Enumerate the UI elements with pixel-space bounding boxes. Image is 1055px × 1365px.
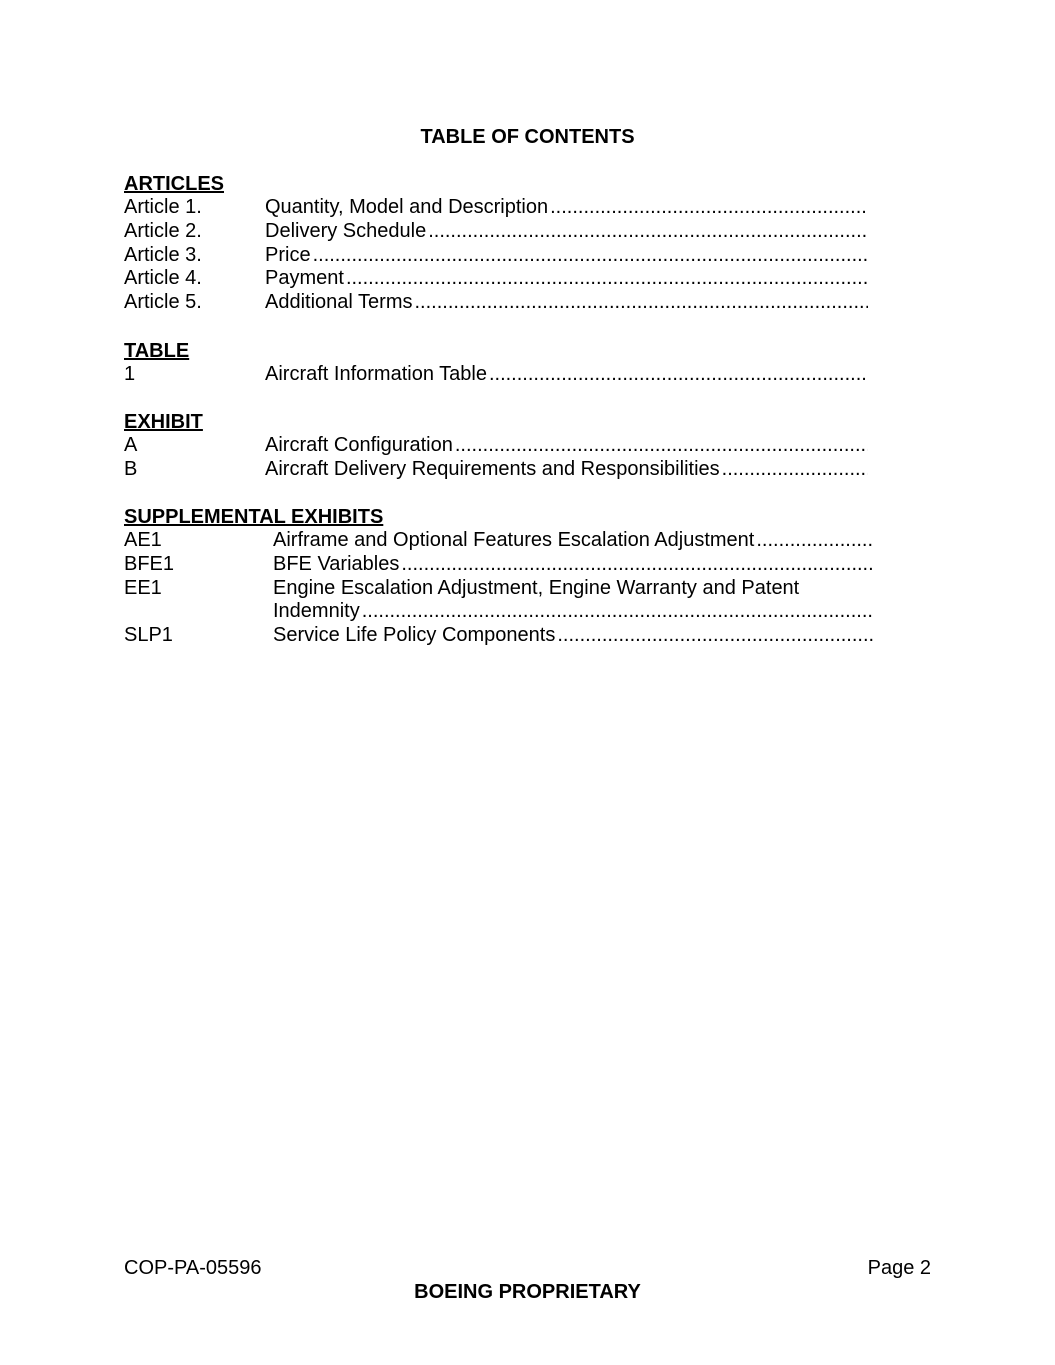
toc-entry-text: Airframe and Optional Features Escalation Adjustment bbox=[273, 529, 755, 551]
toc-label: Article 1. bbox=[124, 196, 202, 218]
articles-section bbox=[124, 172, 549, 315]
exhibit-section bbox=[124, 410, 720, 482]
toc-entry-text: Aircraft Configuration bbox=[265, 434, 453, 456]
toc-entry-text: Delivery Schedule bbox=[265, 219, 427, 242]
leader-dots bbox=[362, 600, 874, 624]
supplemental-heading: SUPPLEMENTAL EXHIBITS bbox=[124, 506, 384, 528]
leader-dots bbox=[455, 434, 868, 458]
toc-entry-link[interactable] bbox=[265, 458, 868, 482]
toc-row bbox=[124, 457, 720, 482]
toc-entry-text: Aircraft Delivery Requirements and Responsibilities bbox=[265, 457, 720, 480]
toc-entry-link[interactable] bbox=[265, 220, 868, 244]
toc-entry-text: Indemnity bbox=[273, 600, 360, 623]
toc-entry-continuation bbox=[273, 600, 874, 624]
toc-label: EE1 bbox=[124, 576, 162, 599]
toc-label: Article 3. bbox=[124, 243, 202, 266]
toc-entry-text: Quantity, Model and Description bbox=[265, 196, 549, 218]
toc-entry-link[interactable] bbox=[273, 553, 874, 577]
leader-dots bbox=[550, 196, 868, 220]
document-id: COP-PA-05596 bbox=[124, 1257, 262, 1279]
toc-entry-text: Additional Terms bbox=[265, 291, 413, 314]
toc-label: SLP1 bbox=[124, 624, 173, 647]
toc-label: Article 4. bbox=[124, 267, 202, 290]
toc-entry-link[interactable] bbox=[265, 291, 868, 315]
toc-row bbox=[124, 291, 413, 315]
toc-entry-link[interactable] bbox=[265, 244, 868, 268]
leader-dots bbox=[346, 267, 868, 291]
toc-label: BFE1 bbox=[124, 552, 175, 575]
articles-heading: ARTICLES bbox=[124, 173, 224, 195]
toc-row bbox=[124, 576, 800, 625]
supplemental-section bbox=[124, 505, 800, 648]
toc-row bbox=[124, 434, 453, 458]
exhibit-heading: EXHIBIT bbox=[124, 411, 203, 433]
toc-row bbox=[124, 243, 311, 268]
leader-dots bbox=[414, 291, 868, 315]
toc-row bbox=[124, 552, 400, 577]
leader-dots bbox=[489, 363, 868, 387]
table-section bbox=[124, 339, 487, 387]
toc-entry-text: Service Life Policy Components bbox=[273, 624, 556, 647]
leader-dots bbox=[313, 244, 868, 268]
toc-row bbox=[124, 624, 556, 648]
leader-dots bbox=[557, 624, 874, 648]
leader-dots bbox=[722, 458, 868, 482]
toc-label: Article 2. bbox=[124, 219, 202, 242]
leader-dots bbox=[401, 553, 874, 577]
toc-entry-link[interactable] bbox=[265, 267, 868, 291]
toc-entry-text: Payment bbox=[265, 267, 344, 290]
toc-row bbox=[124, 529, 755, 553]
toc-row bbox=[124, 219, 427, 244]
toc-entry-link[interactable] bbox=[273, 529, 874, 553]
proprietary-notice: BOEING PROPRIETARY bbox=[414, 1281, 641, 1303]
toc-row bbox=[124, 196, 549, 220]
toc-entry-link[interactable] bbox=[265, 363, 868, 387]
table-heading: TABLE bbox=[124, 340, 190, 362]
toc-entry-text: Aircraft Information Table bbox=[265, 363, 487, 385]
toc-entry-text: Price bbox=[265, 243, 311, 266]
toc-row bbox=[124, 267, 344, 291]
toc-label: A bbox=[124, 434, 138, 456]
toc-entry-link[interactable] bbox=[273, 577, 874, 625]
toc-label: AE1 bbox=[124, 529, 162, 551]
toc-label: Article 5. bbox=[124, 291, 202, 314]
page-title: TABLE OF CONTENTS bbox=[420, 126, 635, 148]
page-number: Page 2 bbox=[867, 1257, 931, 1279]
leader-dots bbox=[756, 529, 874, 553]
toc-entry-text: Engine Escalation Adjustment, Engine Warranty and Patent bbox=[273, 576, 800, 599]
toc-row bbox=[124, 363, 487, 387]
toc-entry-text: BFE Variables bbox=[273, 552, 400, 575]
toc-entry-link[interactable] bbox=[265, 434, 868, 458]
toc-entry-link[interactable] bbox=[265, 196, 868, 220]
toc-label: 1 bbox=[124, 363, 136, 385]
leader-dots bbox=[428, 220, 868, 244]
toc-label: B bbox=[124, 457, 138, 480]
toc-entry-link[interactable] bbox=[273, 624, 874, 648]
